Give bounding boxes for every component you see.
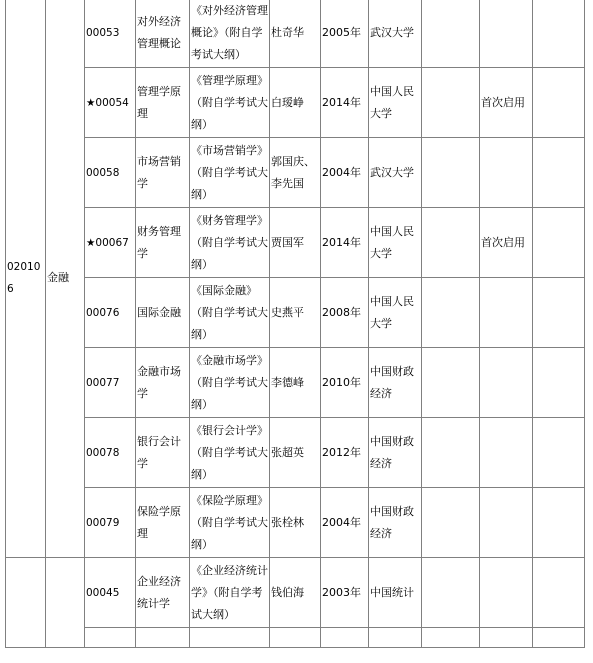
blank-cell: [321, 628, 369, 648]
major-code-cell: 020106: [6, 0, 46, 558]
edition-year-cell: 2014年: [321, 208, 369, 278]
table-row: [6, 68, 585, 138]
blank-cell: [422, 0, 480, 68]
note-cell: [480, 488, 533, 558]
course-code-cell: 00053: [85, 0, 136, 68]
table-row: [6, 558, 585, 628]
course-name-cell: 财务管理学: [136, 208, 190, 278]
author-cell: 史燕平: [270, 278, 321, 348]
blank-cell: [533, 348, 585, 418]
blank-cell: [190, 628, 270, 648]
textbook-title-cell: 《金融市场学》（附自学考试大纲）: [190, 348, 270, 418]
course-code-cell: ★00054: [85, 68, 136, 138]
blank-cell: [533, 278, 585, 348]
edition-year-cell: 2004年: [321, 138, 369, 208]
note-cell: [480, 278, 533, 348]
textbook-title-cell: 《财务管理学》（附自学考试大纲）: [190, 208, 270, 278]
author-cell: 张栓林: [270, 488, 321, 558]
major-name-cell: 金融: [46, 0, 85, 558]
course-name-cell: 保险学原理: [136, 488, 190, 558]
course-name-cell: 国际金融: [136, 278, 190, 348]
edition-year-cell: 2008年: [321, 278, 369, 348]
course-code-cell: 00058: [85, 138, 136, 208]
course-name-cell: 市场营销学: [136, 138, 190, 208]
edition-year-cell: 2012年: [321, 418, 369, 488]
blank-cell: [422, 208, 480, 278]
textbook-title-cell: 《市场营销学》（附自学考试大纲）: [190, 138, 270, 208]
publisher-cell: 武汉大学: [369, 138, 422, 208]
textbook-title-cell: 《管理学原理》（附自学考试大纲）: [190, 68, 270, 138]
note-cell: [480, 348, 533, 418]
textbook-title-cell: 《对外经济管理概论》（附自学考试大纲）: [190, 0, 270, 68]
table-row: [6, 0, 585, 68]
course-code-cell: ★00067: [85, 208, 136, 278]
course-name-cell: 对外经济管理概论: [136, 0, 190, 68]
course-code-cell: 00076: [85, 278, 136, 348]
blank-cell: [136, 628, 190, 648]
blank-cell: [85, 628, 136, 648]
author-cell: 白瑷峥: [270, 68, 321, 138]
table-row: [6, 278, 585, 348]
author-cell: 张超英: [270, 418, 321, 488]
blank-cell: [533, 0, 585, 68]
course-name-cell: 企业经济统计学: [136, 558, 190, 628]
edition-year-cell: 2003年: [321, 558, 369, 628]
blank-cell: [533, 138, 585, 208]
blank-cell: [422, 628, 480, 648]
blank-cell: [533, 558, 585, 628]
blank-cell: [422, 278, 480, 348]
publisher-cell: 中国财政经济: [369, 488, 422, 558]
course-name-cell: 银行会计学: [136, 418, 190, 488]
note-cell: [480, 558, 533, 628]
course-code-cell: 00045: [85, 558, 136, 628]
blank-cell: [422, 558, 480, 628]
course-name-cell: 金融市场学: [136, 348, 190, 418]
publisher-cell: 中国人民大学: [369, 278, 422, 348]
course-code-cell: 00079: [85, 488, 136, 558]
blank-cell: [422, 138, 480, 208]
table-row: [6, 418, 585, 488]
course-name-cell: 管理学原理: [136, 68, 190, 138]
blank-cell: [422, 418, 480, 488]
author-cell: 李德峰: [270, 348, 321, 418]
course-code-cell: 00078: [85, 418, 136, 488]
edition-year-cell: 2005年: [321, 0, 369, 68]
publisher-cell: 中国财政经济: [369, 418, 422, 488]
blank-cell: [422, 348, 480, 418]
edition-year-cell: 2010年: [321, 348, 369, 418]
textbook-title-cell: 《企业经济统计学》（附自学考试大纲）: [190, 558, 270, 628]
blank-cell: [369, 628, 422, 648]
blank-cell: [533, 488, 585, 558]
blank-cell: [422, 488, 480, 558]
publisher-cell: 中国财政经济: [369, 348, 422, 418]
author-cell: 钱伯海: [270, 558, 321, 628]
blank-cell: [422, 68, 480, 138]
edition-year-cell: 2014年: [321, 68, 369, 138]
table-row: [6, 348, 585, 418]
major-code-cell: [6, 558, 46, 648]
table-row: [6, 138, 585, 208]
course-code-cell: 00077: [85, 348, 136, 418]
blank-cell: [533, 418, 585, 488]
publisher-cell: 武汉大学: [369, 0, 422, 68]
textbook-title-cell: 《保险学原理》（附自学考试大纲）: [190, 488, 270, 558]
textbook-title-cell: 《银行会计学》（附自学考试大纲）: [190, 418, 270, 488]
note-cell: 首次启用: [480, 208, 533, 278]
publisher-cell: 中国统计: [369, 558, 422, 628]
major-name-cell: [46, 558, 85, 648]
blank-cell: [533, 68, 585, 138]
table-row: [6, 628, 585, 648]
table-row: [6, 208, 585, 278]
author-cell: 贾国军: [270, 208, 321, 278]
textbook-title-cell: 《国际金融》（附自学考试大纲）: [190, 278, 270, 348]
blank-cell: [270, 628, 321, 648]
table-row: [6, 488, 585, 558]
author-cell: 杜奇华: [270, 0, 321, 68]
note-cell: [480, 138, 533, 208]
publisher-cell: 中国人民大学: [369, 68, 422, 138]
edition-year-cell: 2004年: [321, 488, 369, 558]
course-textbook-table: [5, 0, 585, 648]
publisher-cell: 中国人民大学: [369, 208, 422, 278]
blank-cell: [533, 208, 585, 278]
note-cell: [480, 0, 533, 68]
note-cell: 首次启用: [480, 68, 533, 138]
blank-cell: [480, 628, 533, 648]
author-cell: 郭国庆、李先国: [270, 138, 321, 208]
note-cell: [480, 418, 533, 488]
blank-cell: [533, 628, 585, 648]
